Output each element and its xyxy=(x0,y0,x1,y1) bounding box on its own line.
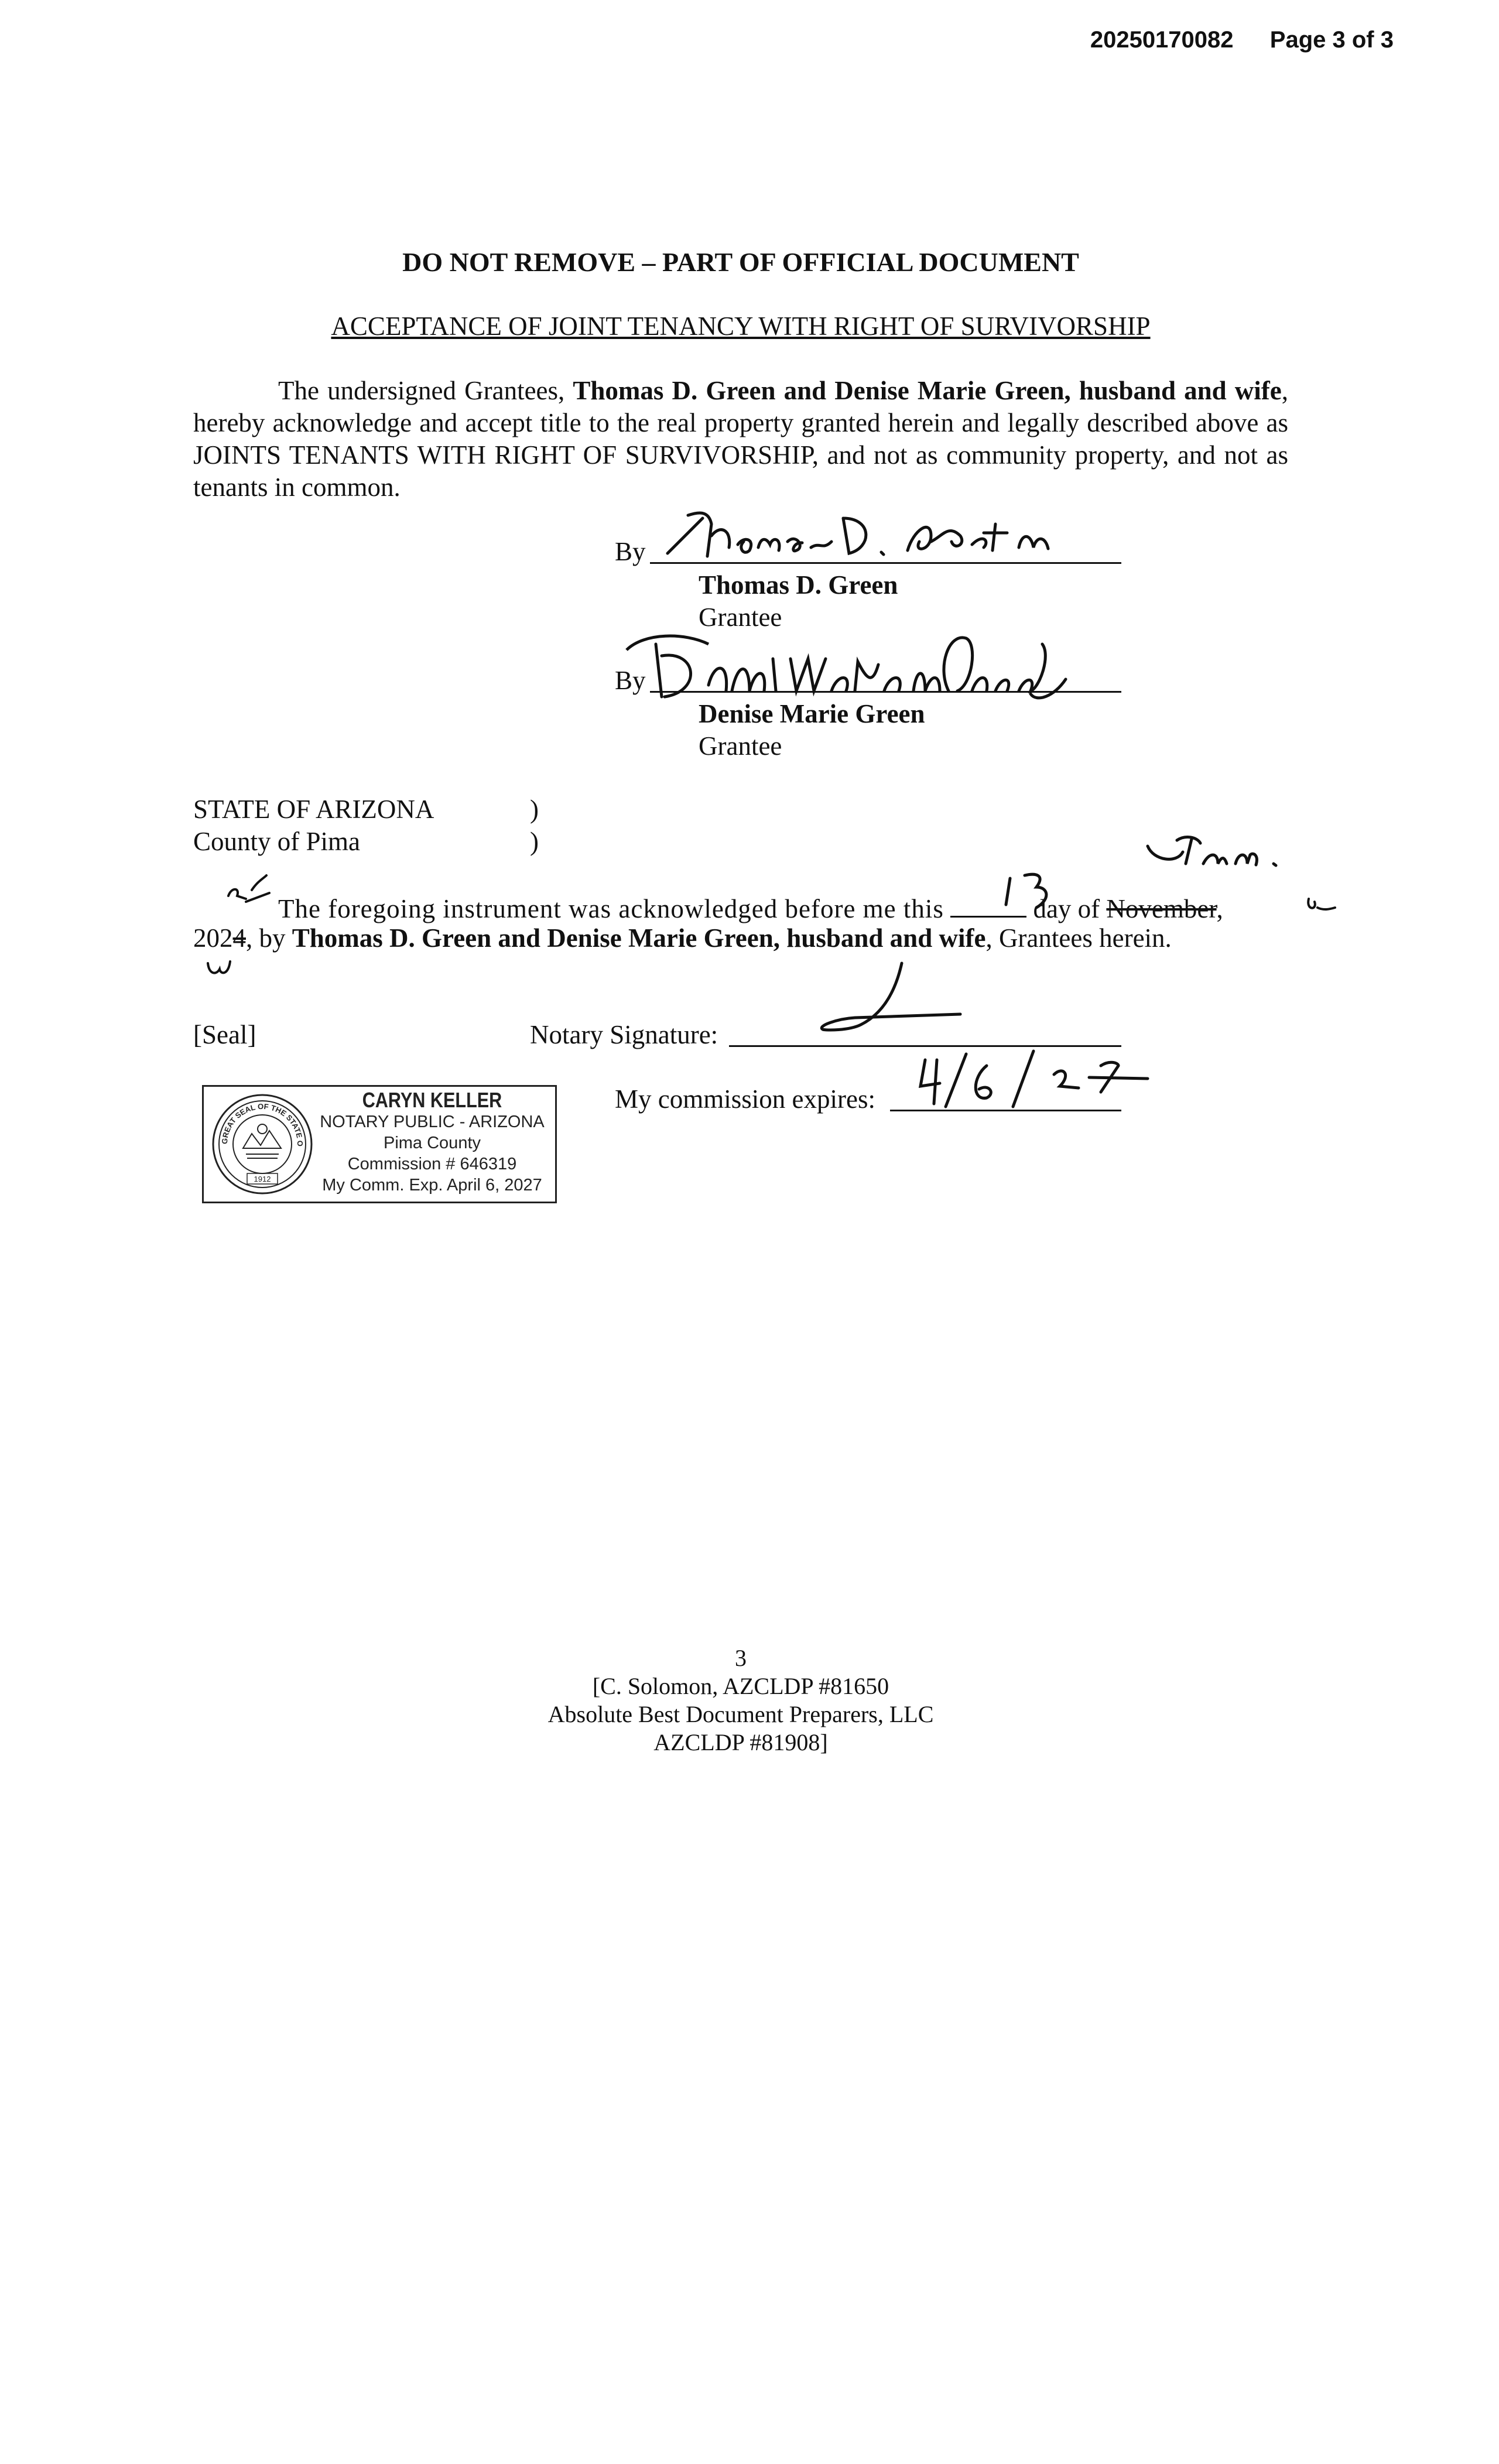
ack-text-day-of: day of xyxy=(1033,894,1100,923)
handwritten-month xyxy=(1142,829,1294,875)
footer xyxy=(193,1644,1288,1757)
seal-ring-text: GREAT SEAL OF THE STATE OF ARIZONA xyxy=(207,1086,305,1147)
notary-signature xyxy=(785,960,972,1048)
signer-2-name: Denise Marie Green xyxy=(699,699,925,728)
header xyxy=(1066,27,1394,53)
paragraph-lead: The undersigned Grantees, xyxy=(278,376,573,405)
acceptance-paragraph xyxy=(193,375,1288,504)
footer-company-id: AZCLDP #81908] xyxy=(653,1729,828,1755)
stamp-notary-name: CARYN KELLER xyxy=(362,1088,502,1112)
handwritten-day xyxy=(1001,867,1066,913)
page-label: Page 3 of 3 xyxy=(1269,27,1394,53)
handwritten-initial-right xyxy=(1303,893,1338,916)
notary-signature-label: Notary Signature: xyxy=(530,1020,718,1049)
stamp-expiration: My Comm. Exp. April 6, 2027 xyxy=(322,1176,542,1195)
venue-paren-1: ) xyxy=(530,795,539,824)
month-struck: November xyxy=(1106,894,1217,923)
year-struck-digit: 4 xyxy=(232,923,246,953)
document-title: ACCEPTANCE OF JOINT TENANCY WITH RIGHT OF SURVIVORSHIP xyxy=(331,312,1151,341)
signer-1-role: Grantee xyxy=(699,603,782,632)
handwritten-initial-left xyxy=(223,872,275,908)
signer-1-by-label: By xyxy=(615,537,646,566)
ack-text-1: The foregoing instrument was acknowledged before me this xyxy=(278,894,944,923)
paragraph-rest: , hereby acknowledge and accept title to the real property granted herein and legally described above as JOINTS TENANTS WITH RIGHT OF SURVIVORSHIP, and not as community property, and not as tenants in common. xyxy=(193,376,1288,502)
handwritten-year-digit xyxy=(202,954,237,984)
commission-handwritten-date xyxy=(913,1042,1171,1113)
grantee-names: Thomas D. Green and Denise Marie Green, husband and wife xyxy=(573,376,1282,405)
venue-county: County of Pima xyxy=(193,827,361,856)
stamp-county: Pima County xyxy=(383,1134,481,1152)
signer-2-role: Grantee xyxy=(699,731,782,761)
stamp-notary-title: NOTARY PUBLIC - ARIZONA xyxy=(320,1113,545,1131)
ack-line-2: 2024, by Thomas D. Green and Denise Marie Green, husband and wife, Grantees herein. xyxy=(193,923,1172,953)
signer-1-name: Thomas D. Green xyxy=(699,570,898,600)
year-prefix: 202 xyxy=(193,923,233,953)
seal-label: [Seal] xyxy=(193,1020,256,1049)
notary-stamp xyxy=(202,1085,557,1203)
signer-2-by-label: By xyxy=(615,666,646,695)
notice-heading: DO NOT REMOVE – PART OF OFFICIAL DOCUMENT xyxy=(402,247,1079,277)
footer-page-number: 3 xyxy=(735,1645,747,1671)
ack-names: Thomas D. Green and Denise Marie Green, husband and wife xyxy=(292,923,986,953)
venue-paren-2: ) xyxy=(530,827,539,856)
footer-company: Absolute Best Document Preparers, LLC xyxy=(547,1701,934,1727)
venue-state: STATE OF ARIZONA xyxy=(193,795,434,824)
document-number: 20250170082 xyxy=(1090,27,1234,53)
stamp-commission: Commission # 646319 xyxy=(347,1155,517,1173)
arizona-state-seal xyxy=(207,1086,314,1196)
footer-preparer: [C. Solomon, AZCLDP #81650 xyxy=(592,1673,889,1699)
commission-expires-label: My commission expires: xyxy=(615,1084,875,1114)
signer-1-signature xyxy=(656,501,1054,565)
seal-year: 1912 xyxy=(254,1175,271,1183)
ack-line-1: The foregoing instrument was acknowledged before me this day of November, xyxy=(193,890,1306,925)
